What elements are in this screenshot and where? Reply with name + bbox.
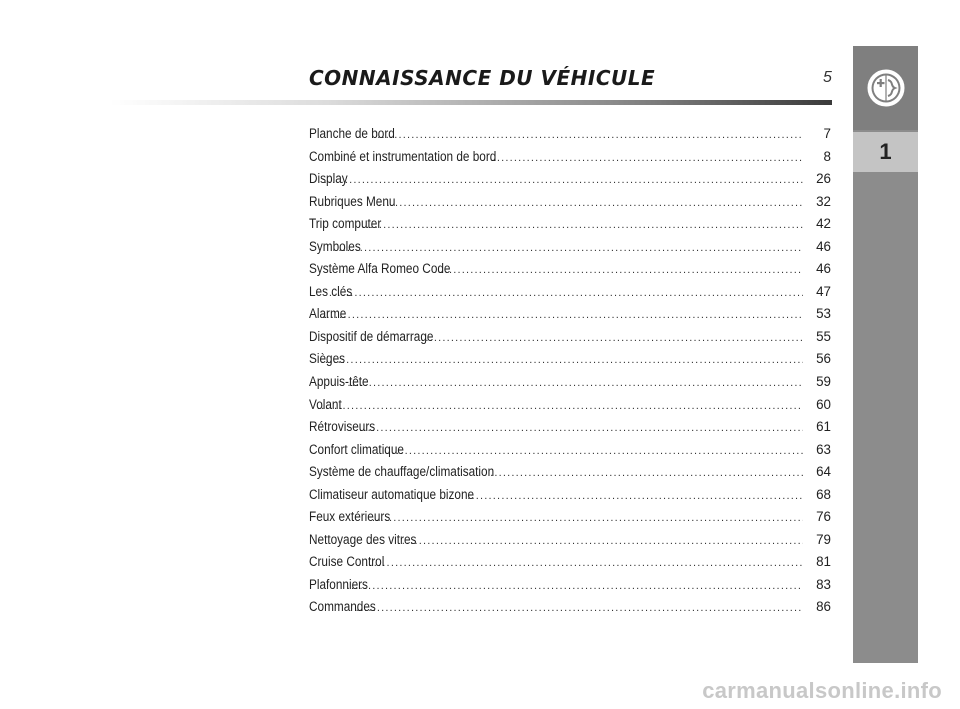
toc-entry: [309, 532, 831, 555]
toc-entry: [309, 419, 831, 442]
toc-dot-leader: [440, 264, 803, 276]
toc-dot-leader: [355, 422, 803, 434]
toc-dot-leader: [317, 400, 803, 412]
toc-entry-page: 46: [816, 261, 831, 277]
toc-dot-leader: [388, 445, 803, 457]
toc-entry-page: 47: [816, 283, 831, 299]
toc-dot-leader: [467, 490, 803, 502]
toc-dot-leader: [322, 309, 803, 321]
toc-dot-leader: [372, 512, 803, 524]
toc-entry-label: Système de chauffage/climatisation: [309, 464, 495, 480]
toc-entry-page: 60: [816, 396, 831, 412]
toc-dot-leader: [362, 219, 803, 231]
toc-entry-label: Planche de bord: [309, 126, 395, 141]
toc-entry: [309, 509, 831, 532]
toc-entry-page: 56: [816, 351, 831, 367]
toc-entry-label: Rubriques Menu: [309, 193, 396, 209]
toc-dot-leader: [378, 197, 803, 209]
toc-entry: [309, 487, 831, 510]
toc-entry-label: Volant: [309, 396, 342, 412]
toc-entry-label: Climatiseur automatique bizone: [309, 486, 475, 502]
toc-entry-page: 42: [816, 216, 831, 232]
toc-entry-label: Rétroviseurs: [309, 419, 376, 435]
toc-entry-page: 53: [816, 306, 831, 322]
toc-entry-page: 59: [816, 374, 831, 390]
toc-entry: [309, 599, 831, 622]
toc-entry-page: 8: [823, 148, 831, 164]
chapter-number: 1: [853, 132, 918, 172]
toc-entry: [309, 329, 831, 352]
toc-entry-label: Symboles: [309, 238, 361, 254]
toc-entry-label: Cruise Control: [309, 554, 385, 570]
page-title: CONNAISSANCE DU VÉHICULE: [309, 66, 656, 90]
header-rule: [110, 100, 832, 105]
toc-entry-label: Alarme: [309, 306, 347, 322]
toc-entry: [309, 284, 831, 307]
toc-entry-page: 63: [816, 441, 831, 457]
toc-entry: [309, 126, 831, 149]
toc-entry-page: 46: [816, 238, 831, 254]
toc-entry-page: 64: [816, 464, 831, 480]
toc-dot-leader: [421, 332, 803, 344]
toc-entry-page: 83: [816, 576, 831, 592]
toc-entry: [309, 261, 831, 284]
toc-entry: [309, 171, 831, 194]
toc-entry-label: Système Alfa Romeo Code: [309, 261, 451, 277]
toc-entry-label: Sièges: [309, 351, 346, 367]
toc-entry: [309, 554, 831, 577]
toc-entry: [309, 194, 831, 217]
watermark: carmanualsonline.info: [702, 678, 942, 703]
toc-entry: [309, 442, 831, 465]
toc-dot-leader: [347, 377, 803, 389]
toc-dot-leader: [377, 129, 803, 141]
toc-entry-label: Trip computer: [309, 216, 382, 232]
toc-entry: [309, 577, 831, 600]
toc-dot-leader: [347, 580, 803, 592]
toc-entry-label: Dispositif de démarrage: [309, 328, 434, 344]
toc-entry-page: 81: [816, 554, 831, 570]
toc-dot-leader: [338, 242, 803, 254]
toc-dot-leader: [490, 467, 803, 479]
toc-dot-leader: [402, 535, 803, 547]
toc-entry-label: Appuis-tête: [309, 374, 369, 390]
toc-dot-leader: [329, 287, 803, 299]
toc-entry-label: Commandes: [309, 599, 376, 615]
toc-entry: [309, 306, 831, 329]
toc-dot-leader: [493, 152, 803, 164]
toc-entry-page: 79: [816, 531, 831, 547]
toc-entry: [309, 239, 831, 262]
toc-entry-page: 55: [816, 328, 831, 344]
logo-box: [853, 46, 918, 130]
toc-entry: [309, 351, 831, 374]
toc-entry-label: Confort climatique: [309, 441, 404, 457]
toc-entry: [309, 397, 831, 420]
toc-entry-label: Feux extérieurs: [309, 509, 391, 525]
toc-entry-page: 61: [816, 419, 831, 435]
toc-entry-page: 26: [816, 171, 831, 187]
toc-dot-leader: [321, 354, 803, 366]
toc-entry-page: 76: [816, 509, 831, 525]
toc-dot-leader: [365, 557, 803, 569]
toc-entry-page: 68: [816, 486, 831, 502]
toc-entry-page: 86: [816, 599, 831, 615]
toc-entry: [309, 216, 831, 239]
toc-entry: [309, 149, 831, 172]
toc-dot-leader: [356, 602, 803, 614]
toc-entry-page: 7: [823, 126, 831, 141]
toc-entry: [309, 374, 831, 397]
page-number: 5: [823, 69, 832, 86]
toc-entry-label: Plafonniers: [309, 576, 368, 592]
toc-entry: [309, 464, 831, 487]
toc-dot-leader: [324, 174, 803, 186]
toc-entry-label: Combiné et instrumentation de bord: [309, 148, 497, 164]
toc-entry-label: Les clés: [309, 283, 353, 299]
toc-entry-label: Display: [309, 171, 348, 187]
table-of-contents: [309, 126, 831, 622]
toc-entry-page: 32: [816, 193, 831, 209]
alfa-romeo-emblem-icon: [866, 68, 906, 108]
toc-entry-label: Nettoyage des vitres: [309, 531, 417, 547]
